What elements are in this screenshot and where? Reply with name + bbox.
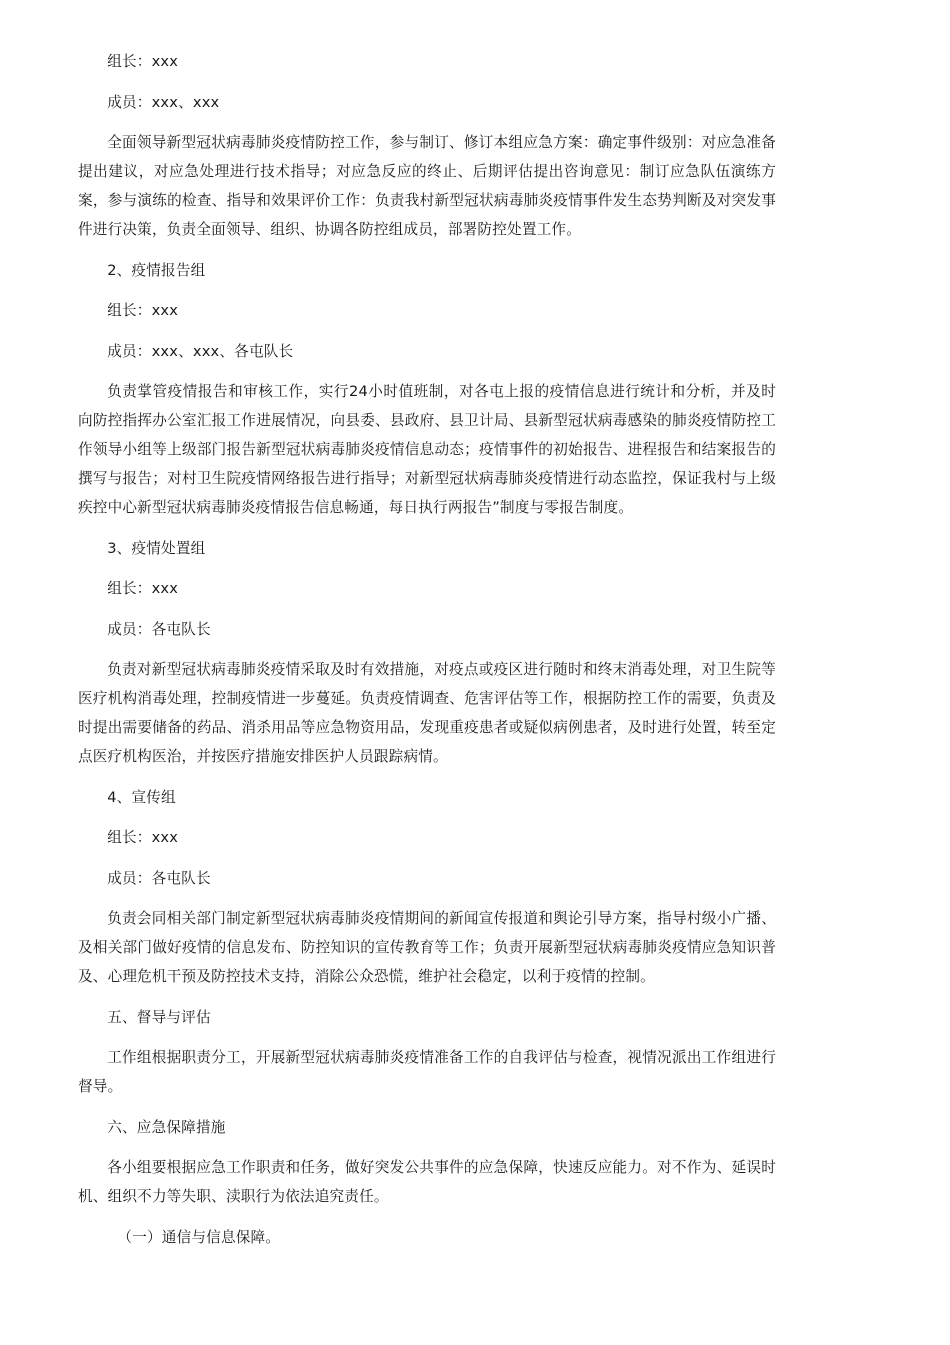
- subsection-heading-communication: （一）通信与信息保障。: [117, 1228, 281, 1246]
- team-leader-line: 组长：xxx: [107, 829, 179, 846]
- publicity-group-duties-paragraph: 负责会同相关部门制定新型冠状病毒肺炎疫情期间的新闻宣传报道和舆论引导方案，指导村级小广播、及相关部门做好疫情的信息发布、防控知识的宣传教育等工作；负责开展新型冠状病毒肺炎疫情应急知识普及、心理危机干预及防控技术支持，消除公众恐慌，维护社会稳定，以利于疫情的控制。: [78, 910, 776, 985]
- document-body: [78, 47, 776, 1252]
- supervision-paragraph: 工作组根据职责分工，开展新型冠状病毒肺炎疫情准备工作的自我评估与检查，视情况派出工作组进行督导。: [78, 1049, 776, 1095]
- section-heading-publicity-group: 4、宣传组: [107, 788, 176, 806]
- team-members-line: 成员：xxx、xxx、各屯队长: [107, 342, 294, 360]
- section-heading-supervision: 五、督导与评估: [107, 1008, 211, 1026]
- team-leader-line: 组长：xxx: [107, 53, 179, 70]
- section-heading-report-group: 2、疫情报告组: [107, 261, 206, 279]
- section-heading-disposal-group: 3、疫情处置组: [107, 539, 206, 557]
- emergency-measures-paragraph: 各小组要根据应急工作职责和任务，做好突发公共事件的应急保障，快速反应能力。对不作为、延误时机、组织不力等失职、渎职行为依法追究责任。: [78, 1159, 776, 1205]
- team-members-line: 成员：各屯队长: [107, 869, 211, 887]
- leadership-duties-paragraph: 全面领导新型冠状病毒肺炎疫情防控工作，参与制订、修订本组应急方案：确定事件级别：对应急准备提出建议，对应急处理进行技术指导；对应急反应的终止、后期评估提出咨询意见：制订应急队伍演练方案，参与演练的检查、指导和效果评价工作：负责我村新型冠状病毒肺炎疫情事件发生态势判断及对突发事件进行决策，负责全面领导、组织、协调各防控组成员，部署防控处置工作。: [78, 134, 776, 238]
- team-leader-line: 组长：xxx: [107, 580, 179, 597]
- team-leader-line: 组长：xxx: [107, 302, 179, 319]
- team-members-line: 成员：各屯队长: [107, 620, 211, 638]
- disposal-group-duties-paragraph: 负责对新型冠状病毒肺炎疫情采取及时有效措施，对疫点或疫区进行随时和终末消毒处理，对卫生院等医疗机构消毒处理，控制疫情进一步蔓延。负责疫情调查、危害评估等工作，根据防控工作的需要，负责及时提出需要储备的药品、消杀用品等应急物资用品，发现重疫患者或疑似病例患者，及时进行处置，转至定点医疗机构医治，并按医疗措施安排医护人员跟踪病情。: [78, 661, 776, 765]
- section-heading-emergency-measures: 六、应急保障措施: [107, 1118, 226, 1136]
- report-group-duties-paragraph: 负责掌管疫情报告和审核工作，实行24小时值班制，对各屯上报的疫情信息进行统计和分析，并及时向防控指挥办公室汇报工作进展情况，向县委、县政府、县卫计局、县新型冠状病毒感染的肺炎疫情防控工作领导小组等上级部门报告新型冠状病毒肺炎疫情信息动态；疫情事件的初始报告、进程报告和结案报告的撰写与报告；对村卫生院疫情网络报告进行指导；对新型冠状病毒肺炎疫情进行动态监控，保证我村与上级疾控中心新型冠状病毒肺炎疫情报告信息畅通，每日执行两报告”制度与零报告制度。: [78, 383, 776, 516]
- team-members-line: 成员：xxx、xxx: [107, 93, 220, 111]
